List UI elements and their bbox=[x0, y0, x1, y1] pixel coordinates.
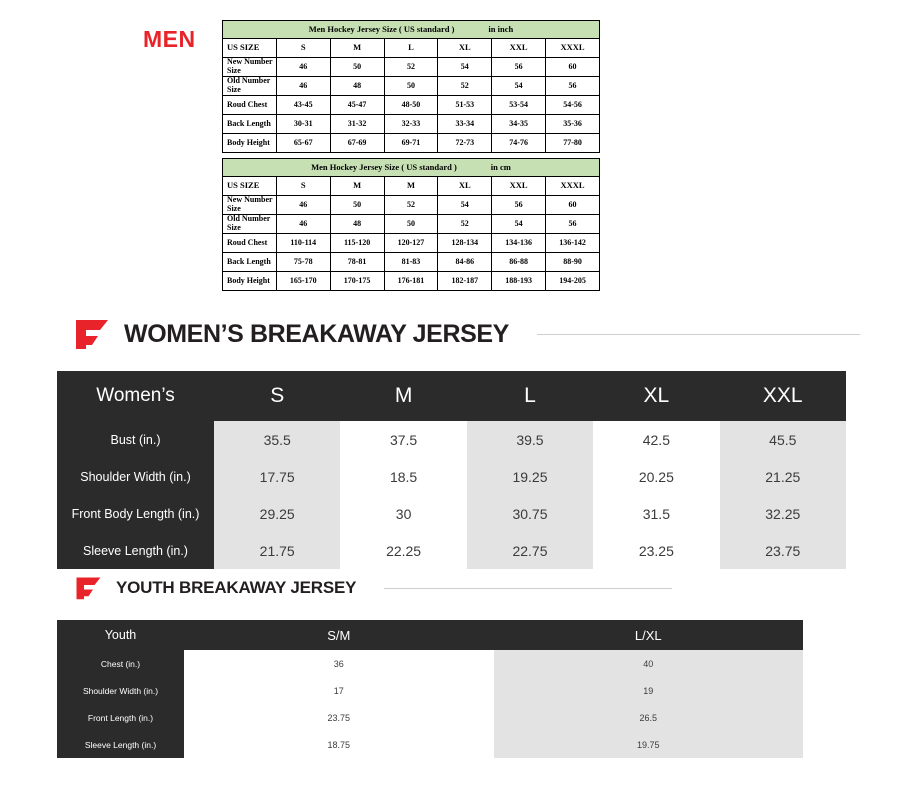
men-title: MEN bbox=[143, 26, 196, 52]
men-cm-row-3-label: Back Length bbox=[223, 253, 277, 272]
table-row bbox=[223, 77, 600, 96]
men-cm-cell-0-4: 56 bbox=[492, 196, 546, 215]
men-cm-row-4-label: Body Height bbox=[223, 272, 277, 291]
men-cm-cell-1-4: 54 bbox=[492, 215, 546, 234]
womens-header-rule bbox=[537, 334, 860, 335]
men-cm-cell-3-3: 84-86 bbox=[438, 253, 492, 272]
men-cm-cell-1-1: 48 bbox=[330, 215, 384, 234]
youth-section-header bbox=[72, 576, 672, 600]
table-row bbox=[223, 134, 600, 153]
men-inch-cell-4-4: 74-76 bbox=[492, 134, 546, 153]
men-band-inch bbox=[223, 21, 600, 39]
men-cm-cell-0-0: 46 bbox=[276, 196, 330, 215]
youth-size-header-sm: S/M bbox=[184, 620, 494, 650]
men-inch-cell-4-1: 67-69 bbox=[330, 134, 384, 153]
womens-row-3-label: Sleeve Length (in.) bbox=[57, 532, 214, 569]
womens-cell-3-1: 22.25 bbox=[340, 532, 466, 569]
table-row bbox=[223, 177, 600, 196]
table-row bbox=[223, 115, 600, 134]
men-inch-row-3-label: Back Length bbox=[223, 115, 277, 134]
men-cm-header-0: US SIZE bbox=[223, 177, 277, 196]
womens-cell-2-4: 32.25 bbox=[720, 495, 846, 532]
men-inch-cell-4-0: 65-67 bbox=[276, 134, 330, 153]
womens-cell-3-2: 22.75 bbox=[467, 532, 593, 569]
table-header-row bbox=[57, 620, 803, 650]
youth-size-header-lxl: L/XL bbox=[494, 620, 804, 650]
men-inch-cell-3-0: 30-31 bbox=[276, 115, 330, 134]
men-inch-header-6: XXXL bbox=[546, 39, 600, 58]
men-band-inch-title: Men Hockey Jersey Size ( US standard ) bbox=[308, 23, 455, 34]
womens-size-header-s: S bbox=[214, 371, 340, 421]
men-inch-cell-2-2: 48-50 bbox=[384, 96, 438, 115]
men-cm-cell-0-3: 54 bbox=[438, 196, 492, 215]
womens-size-header-m: M bbox=[340, 371, 466, 421]
men-cm-cell-1-3: 52 bbox=[438, 215, 492, 234]
men-cm-cell-0-1: 50 bbox=[330, 196, 384, 215]
men-tables bbox=[222, 20, 600, 291]
table-row bbox=[223, 196, 600, 215]
womens-cell-1-2: 19.25 bbox=[467, 458, 593, 495]
men-inch-cell-2-4: 53-54 bbox=[492, 96, 546, 115]
men-cm-cell-1-2: 50 bbox=[384, 215, 438, 234]
table-row bbox=[223, 234, 600, 253]
men-inch-cell-0-4: 56 bbox=[492, 58, 546, 77]
youth-header-rule bbox=[384, 588, 672, 589]
men-inch-cell-4-5: 77-80 bbox=[546, 134, 600, 153]
men-section bbox=[0, 0, 899, 304]
men-cm-cell-1-5: 56 bbox=[546, 215, 600, 234]
men-inch-cell-0-0: 46 bbox=[276, 58, 330, 77]
youth-cell-3-0: 18.75 bbox=[184, 731, 494, 758]
men-inch-cell-0-2: 52 bbox=[384, 58, 438, 77]
men-inch-cell-2-0: 43-45 bbox=[276, 96, 330, 115]
men-inch-header-3: L bbox=[384, 39, 438, 58]
men-inch-cell-0-3: 54 bbox=[438, 58, 492, 77]
men-cm-cell-3-0: 75-78 bbox=[276, 253, 330, 272]
men-cm-header-4: XL bbox=[438, 177, 492, 196]
men-inch-row-0-label: New Number Size bbox=[223, 58, 277, 77]
men-cm-header-6: XXXL bbox=[546, 177, 600, 196]
men-size-table-inches bbox=[222, 20, 600, 153]
brand-flag-icon bbox=[72, 576, 102, 600]
men-inch-cell-0-5: 60 bbox=[546, 58, 600, 77]
men-inch-cell-3-1: 31-32 bbox=[330, 115, 384, 134]
youth-cell-0-1: 40 bbox=[494, 650, 804, 677]
womens-cell-3-3: 23.25 bbox=[593, 532, 719, 569]
womens-size-table-wrap bbox=[57, 371, 846, 569]
womens-size-header-l: L bbox=[467, 371, 593, 421]
men-band-cm-unit: in cm bbox=[490, 161, 511, 172]
youth-cell-1-0: 17 bbox=[184, 677, 494, 704]
men-inch-cell-1-3: 52 bbox=[438, 77, 492, 96]
youth-row-3-label: Sleeve Length (in.) bbox=[57, 731, 184, 758]
men-inch-header-4: XL bbox=[438, 39, 492, 58]
table-row bbox=[57, 731, 803, 758]
men-inch-cell-2-1: 45-47 bbox=[330, 96, 384, 115]
men-cm-cell-4-3: 182-187 bbox=[438, 272, 492, 291]
womens-cell-1-1: 18.5 bbox=[340, 458, 466, 495]
table-row bbox=[57, 677, 803, 704]
womens-row-2-label: Front Body Length (in.) bbox=[57, 495, 214, 532]
youth-section-title: YOUTH BREAKAWAY JERSEY bbox=[116, 578, 357, 597]
youth-cell-1-1: 19 bbox=[494, 677, 804, 704]
womens-cell-1-3: 20.25 bbox=[593, 458, 719, 495]
men-cm-cell-0-2: 52 bbox=[384, 196, 438, 215]
men-inch-row-1-label: Old Number Size bbox=[223, 77, 277, 96]
men-inch-cell-4-2: 69-71 bbox=[384, 134, 438, 153]
men-cm-cell-4-1: 170-175 bbox=[330, 272, 384, 291]
men-band-inch-unit: in inch bbox=[488, 23, 514, 34]
youth-cell-3-1: 19.75 bbox=[494, 731, 804, 758]
table-row bbox=[57, 421, 846, 458]
men-inch-cell-3-5: 35-36 bbox=[546, 115, 600, 134]
men-inch-row-2-label: Roud Chest bbox=[223, 96, 277, 115]
womens-cell-1-0: 17.75 bbox=[214, 458, 340, 495]
men-cm-header-5: XXL bbox=[492, 177, 546, 196]
womens-cell-1-4: 21.25 bbox=[720, 458, 846, 495]
men-cm-cell-4-5: 194-205 bbox=[546, 272, 600, 291]
men-inch-header-2: M bbox=[330, 39, 384, 58]
youth-size-table-wrap bbox=[57, 620, 803, 758]
men-cm-cell-2-1: 115-120 bbox=[330, 234, 384, 253]
womens-cell-3-0: 21.75 bbox=[214, 532, 340, 569]
table-header-row bbox=[57, 371, 846, 421]
table-row bbox=[223, 215, 600, 234]
brand-flag-icon bbox=[70, 318, 110, 350]
womens-row-1-label: Shoulder Width (in.) bbox=[57, 458, 214, 495]
table-row bbox=[223, 272, 600, 291]
womens-size-header-xxl: XXL bbox=[720, 371, 846, 421]
table-row bbox=[223, 253, 600, 272]
men-inch-cell-1-0: 46 bbox=[276, 77, 330, 96]
womens-corner-label: Women’s bbox=[57, 371, 214, 421]
men-inch-cell-3-3: 33-34 bbox=[438, 115, 492, 134]
men-cm-row-2-label: Roud Chest bbox=[223, 234, 277, 253]
men-inch-header-1: S bbox=[276, 39, 330, 58]
womens-cell-2-3: 31.5 bbox=[593, 495, 719, 532]
men-inch-cell-1-5: 56 bbox=[546, 77, 600, 96]
youth-size-table bbox=[57, 620, 803, 758]
youth-cell-0-0: 36 bbox=[184, 650, 494, 677]
table-row bbox=[57, 650, 803, 677]
men-inch-header-0: US SIZE bbox=[223, 39, 277, 58]
men-inch-cell-1-2: 50 bbox=[384, 77, 438, 96]
womens-cell-0-3: 42.5 bbox=[593, 421, 719, 458]
men-inch-row-4-label: Body Height bbox=[223, 134, 277, 153]
men-inch-cell-0-1: 50 bbox=[330, 58, 384, 77]
men-cm-cell-2-0: 110-114 bbox=[276, 234, 330, 253]
men-cm-cell-3-4: 86-88 bbox=[492, 253, 546, 272]
men-cm-cell-4-2: 176-181 bbox=[384, 272, 438, 291]
men-inch-cell-2-3: 51-53 bbox=[438, 96, 492, 115]
youth-row-2-label: Front Length (in.) bbox=[57, 704, 184, 731]
men-cm-header-1: S bbox=[276, 177, 330, 196]
youth-corner-label: Youth bbox=[57, 620, 184, 650]
men-cm-cell-3-1: 78-81 bbox=[330, 253, 384, 272]
youth-row-1-label: Shoulder Width (in.) bbox=[57, 677, 184, 704]
men-cm-row-0-label: New Number Size bbox=[223, 196, 277, 215]
table-row bbox=[223, 96, 600, 115]
youth-cell-2-1: 26.5 bbox=[494, 704, 804, 731]
men-cm-cell-3-2: 81-83 bbox=[384, 253, 438, 272]
table-row bbox=[223, 58, 600, 77]
table-row bbox=[57, 532, 846, 569]
men-inch-cell-2-5: 54-56 bbox=[546, 96, 600, 115]
men-inch-cell-3-4: 34-35 bbox=[492, 115, 546, 134]
men-size-table-cm bbox=[222, 158, 600, 291]
womens-cell-0-2: 39.5 bbox=[467, 421, 593, 458]
men-cm-cell-2-4: 134-136 bbox=[492, 234, 546, 253]
men-inch-cell-1-1: 48 bbox=[330, 77, 384, 96]
men-inch-cell-4-3: 72-73 bbox=[438, 134, 492, 153]
men-cm-cell-1-0: 46 bbox=[276, 215, 330, 234]
men-cm-cell-2-3: 128-134 bbox=[438, 234, 492, 253]
womens-size-table bbox=[57, 371, 846, 569]
womens-cell-3-4: 23.75 bbox=[720, 532, 846, 569]
table-band-row bbox=[223, 159, 600, 177]
womens-cell-0-0: 35.5 bbox=[214, 421, 340, 458]
table-row bbox=[57, 458, 846, 495]
youth-cell-2-0: 23.75 bbox=[184, 704, 494, 731]
men-cm-row-1-label: Old Number Size bbox=[223, 215, 277, 234]
men-inch-header-5: XXL bbox=[492, 39, 546, 58]
womens-section-header bbox=[70, 318, 860, 350]
womens-cell-0-1: 37.5 bbox=[340, 421, 466, 458]
men-band-cm-title: Men Hockey Jersey Size ( US standard ) bbox=[311, 161, 457, 172]
womens-section-title: WOMEN’S BREAKAWAY JERSEY bbox=[124, 319, 509, 348]
table-band-row bbox=[223, 21, 600, 39]
womens-cell-2-0: 29.25 bbox=[214, 495, 340, 532]
men-cm-cell-4-0: 165-170 bbox=[276, 272, 330, 291]
womens-row-0-label: Bust (in.) bbox=[57, 421, 214, 458]
womens-cell-0-4: 45.5 bbox=[720, 421, 846, 458]
men-cm-header-2: M bbox=[330, 177, 384, 196]
men-cm-cell-0-5: 60 bbox=[546, 196, 600, 215]
table-row bbox=[223, 39, 600, 58]
table-row bbox=[57, 495, 846, 532]
men-cm-header-3: M bbox=[384, 177, 438, 196]
youth-row-0-label: Chest (in.) bbox=[57, 650, 184, 677]
men-cm-cell-2-5: 136-142 bbox=[546, 234, 600, 253]
womens-size-header-xl: XL bbox=[593, 371, 719, 421]
womens-cell-2-1: 30 bbox=[340, 495, 466, 532]
womens-cell-2-2: 30.75 bbox=[467, 495, 593, 532]
men-inch-cell-1-4: 54 bbox=[492, 77, 546, 96]
men-band-cm bbox=[223, 159, 600, 177]
table-row bbox=[57, 704, 803, 731]
men-cm-cell-2-2: 120-127 bbox=[384, 234, 438, 253]
men-cm-cell-4-4: 188-193 bbox=[492, 272, 546, 291]
men-cm-cell-3-5: 88-90 bbox=[546, 253, 600, 272]
men-inch-cell-3-2: 32-33 bbox=[384, 115, 438, 134]
